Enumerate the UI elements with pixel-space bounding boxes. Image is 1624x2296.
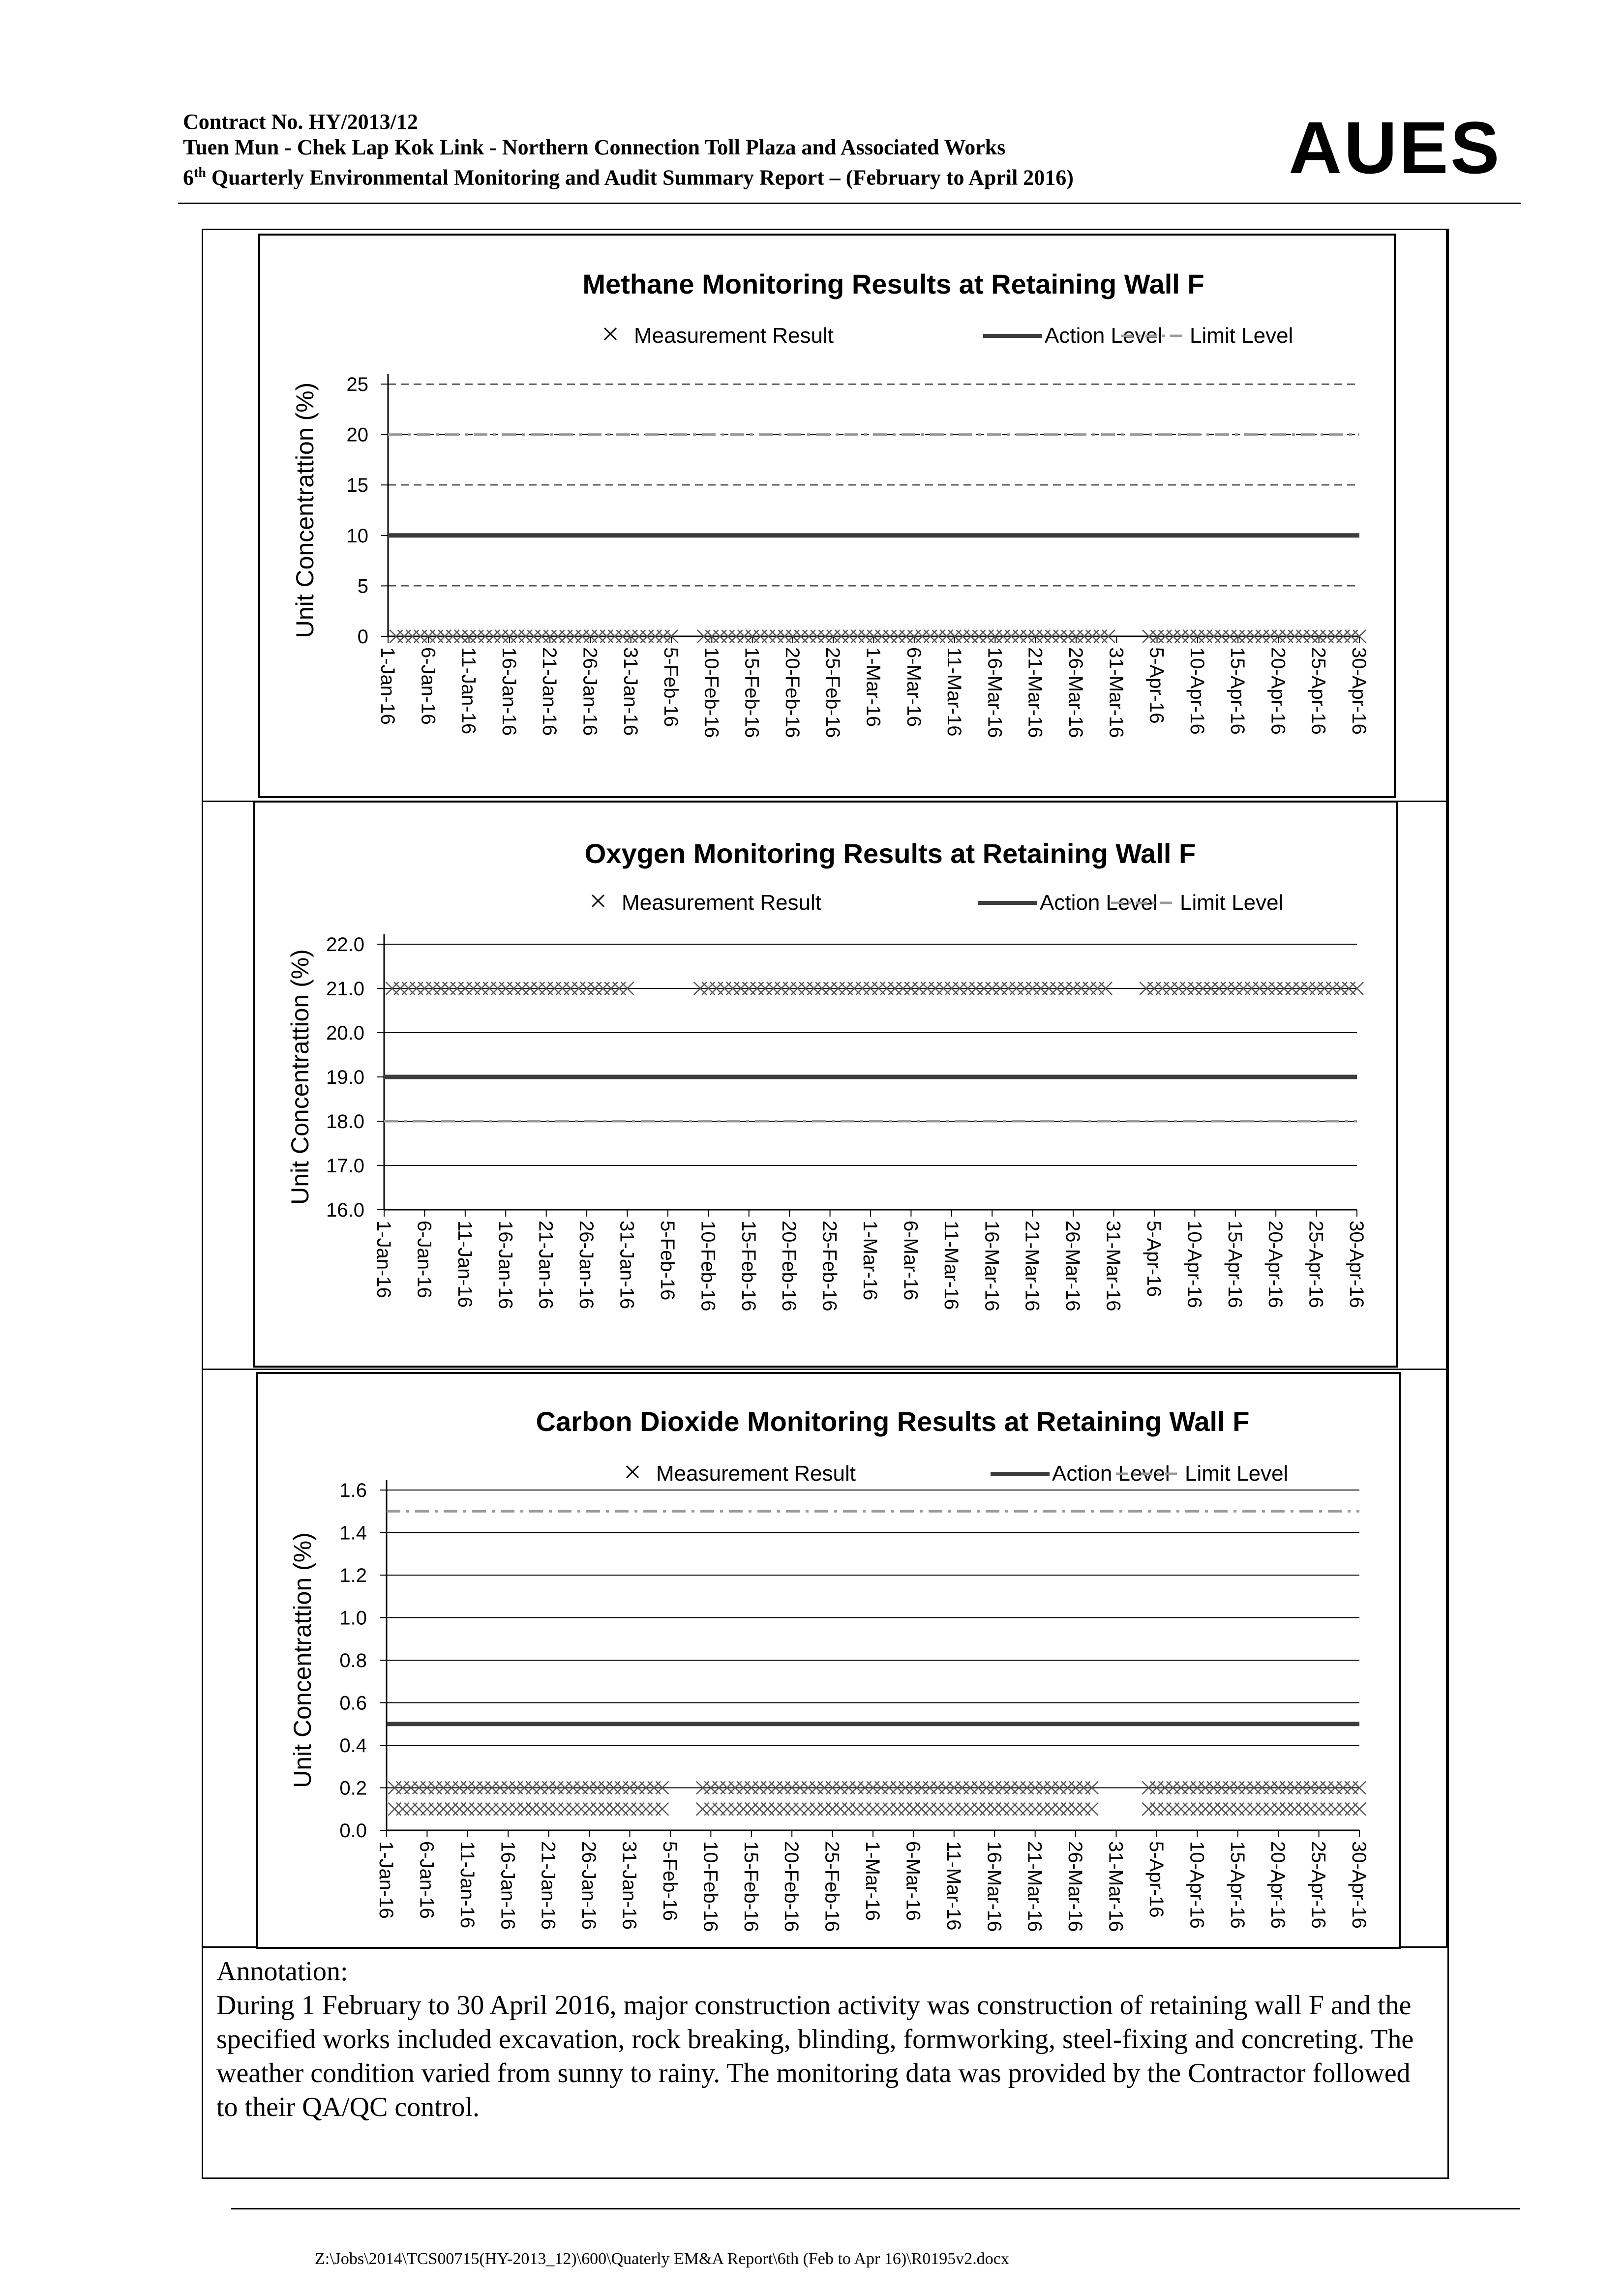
x-tick-label: 10-Feb-16 [700, 647, 722, 738]
x-tick-label: 16-Jan-16 [498, 647, 520, 736]
chart-title: Methane Monitoring Results at Retaining Wall F [582, 268, 1204, 299]
x-tick-label: 26-Mar-16 [1064, 1841, 1086, 1932]
x-tick-label: 1-Jan-16 [375, 1841, 397, 1919]
x-tick-label: 26-Jan-16 [579, 647, 601, 736]
x-tick-label: 20-Feb-16 [778, 1221, 800, 1312]
x-tick-label: 11-Jan-16 [453, 1221, 476, 1308]
x-tick-label: 26-Jan-16 [575, 1221, 598, 1310]
aues-logo: AUES [1289, 106, 1502, 189]
y-tick-label: 16.0 [326, 1199, 364, 1221]
legend-label: Limit Level [1185, 1461, 1289, 1486]
x-tick-label: 31-Mar-16 [1102, 1221, 1124, 1312]
x-tick-label: 25-Feb-16 [818, 1221, 841, 1312]
measurement-point [1085, 1803, 1098, 1816]
y-tick-label: 0.0 [339, 1820, 367, 1842]
x-tick-label: 15-Apr-16 [1227, 647, 1249, 735]
report-header [183, 109, 1074, 191]
x-tick-label: 30-Apr-16 [1348, 1841, 1370, 1929]
x-tick-label: 6-Jan-16 [417, 647, 439, 725]
x-tick-label: 21-Mar-16 [1023, 1841, 1046, 1932]
x-tick-label: 15-Feb-16 [740, 1841, 762, 1932]
frame-col-divider [1446, 229, 1447, 1947]
legend-label: Limit Level [1190, 324, 1293, 348]
report-title [183, 160, 1074, 191]
x-tick-label: 6-Mar-16 [902, 647, 925, 727]
x-tick-label: 1-Mar-16 [862, 1841, 883, 1921]
y-tick-label: 0.2 [339, 1777, 367, 1799]
x-tick-label: 30-Apr-16 [1346, 1221, 1367, 1308]
header-rule [178, 203, 1521, 204]
x-tick-label: 20-Feb-16 [781, 647, 803, 738]
x-tick-label: 10-Apr-16 [1183, 1221, 1205, 1308]
x-tick-label: 11-Jan-16 [457, 647, 480, 735]
legend-label: Action Level [1045, 324, 1163, 348]
x-tick-label: 20-Apr-16 [1264, 1221, 1287, 1308]
chart-svg [258, 1374, 1399, 1947]
oxygen-chart [253, 801, 1398, 1368]
legend-cross-marker [592, 895, 604, 907]
y-tick-label: 0.8 [339, 1650, 367, 1671]
y-tick-label: 0.4 [339, 1735, 367, 1757]
x-tick-label: 11-Mar-16 [943, 647, 965, 737]
y-tick-label: 21.0 [326, 978, 364, 1000]
report-ordinal-suffix: th [194, 165, 206, 180]
x-tick-label: 15-Feb-16 [737, 1221, 759, 1312]
x-tick-label: 6-Mar-16 [900, 1221, 922, 1301]
legend-measurement [627, 1461, 856, 1486]
x-tick-label: 16-Jan-16 [497, 1841, 519, 1930]
x-tick-label: 11-Jan-16 [456, 1841, 478, 1929]
x-tick-label: 30-Apr-16 [1348, 647, 1370, 735]
x-tick-label: 20-Apr-16 [1267, 1841, 1289, 1929]
y-tick-label: 1.0 [339, 1607, 367, 1629]
y-tick-label: 20.0 [326, 1022, 364, 1044]
measurement-point [1353, 1803, 1366, 1816]
x-tick-label: 5-Apr-16 [1143, 1221, 1165, 1297]
x-tick-label: 1-Jan-16 [373, 1221, 394, 1298]
x-tick-label: 6-Mar-16 [902, 1841, 924, 1921]
x-tick-label: 16-Mar-16 [981, 1221, 1003, 1312]
y-axis-label: Unit Concentrattion (%) [286, 949, 314, 1205]
x-tick-label: 15-Feb-16 [741, 647, 763, 738]
x-tick-label: 1-Jan-16 [377, 647, 398, 725]
legend-cross-marker [604, 328, 616, 340]
x-tick-label: 5-Feb-16 [656, 1221, 678, 1301]
footer-rule [231, 2208, 1520, 2209]
x-tick-label: 5-Feb-16 [659, 1841, 681, 1921]
legend-measurement [604, 324, 834, 348]
x-tick-label: 21-Jan-16 [537, 1841, 559, 1930]
y-tick-label: 19.0 [326, 1067, 364, 1088]
x-tick-label: 25-Apr-16 [1307, 647, 1329, 735]
y-tick-label: 5 [357, 575, 368, 597]
x-tick-label: 25-Feb-16 [822, 647, 844, 738]
x-tick-label: 16-Mar-16 [983, 1841, 1005, 1932]
x-tick-label: 5-Apr-16 [1145, 1841, 1167, 1918]
legend-cross-marker [627, 1466, 638, 1478]
x-tick-label: 10-Feb-16 [699, 1841, 722, 1932]
legend-action [983, 324, 1163, 348]
contract-number: Contract No. HY/2013/12 [183, 110, 418, 134]
chart-title: Carbon Dioxide Monitoring Results at Retaining Wall F [536, 1406, 1250, 1437]
y-tick-label: 18.0 [326, 1111, 364, 1133]
x-tick-label: 31-Jan-16 [616, 1221, 638, 1310]
x-tick-label: 26-Mar-16 [1064, 647, 1086, 738]
x-tick-label: 31-Mar-16 [1105, 1841, 1127, 1932]
carbon-dioxide-chart [256, 1372, 1401, 1949]
y-axis-label: Unit Concentrattion (%) [289, 1532, 316, 1788]
x-tick-label: 31-Mar-16 [1105, 647, 1127, 738]
legend-label: Measurement Result [622, 891, 821, 915]
project-title: Tuen Mun - Chek Lap Kok Link - Northern Connection Toll Plaza and Associated Works [183, 135, 1006, 159]
y-tick-label: 1.2 [339, 1565, 367, 1586]
chart-svg [260, 236, 1394, 796]
x-tick-label: 21-Jan-16 [535, 1221, 557, 1310]
annotation [216, 1955, 1431, 2124]
legend-label: Measurement Result [634, 324, 834, 348]
legend-label: Limit Level [1180, 891, 1284, 915]
chart-title: Oxygen Monitoring Results at Retaining Wall F [584, 838, 1196, 869]
y-tick-label: 10 [346, 525, 368, 547]
legend-label: Action Level [1040, 891, 1158, 915]
x-tick-label: 16-Mar-16 [984, 647, 1006, 738]
chart-svg [255, 803, 1396, 1366]
file-path: Z:\Jobs\2014\TCS00715(HY-2013_12)\600\Quaterly EM&A Report\6th (Feb to Apr 16)\R0195v2.docx [315, 2250, 1009, 2268]
x-tick-label: 6-Jan-16 [413, 1221, 435, 1298]
x-tick-label: 6-Jan-16 [416, 1841, 438, 1919]
y-tick-label: 17.0 [326, 1155, 364, 1177]
x-tick-label: 10-Apr-16 [1186, 1841, 1208, 1929]
x-tick-label: 5-Apr-16 [1145, 647, 1168, 724]
x-tick-label: 25-Apr-16 [1305, 1221, 1327, 1308]
y-tick-label: 25 [346, 374, 368, 395]
y-tick-label: 1.6 [339, 1480, 367, 1501]
y-tick-label: 22.0 [326, 934, 364, 955]
report-ordinal: 6 [183, 165, 194, 190]
x-tick-label: 21-Mar-16 [1024, 647, 1046, 738]
report-title-rest: Quarterly Environmental Monitoring and Audit Summary Report – (February to April 2016) [206, 165, 1074, 190]
x-tick-label: 31-Jan-16 [619, 647, 641, 736]
legend-label: Action Level [1052, 1461, 1170, 1486]
x-tick-label: 1-Mar-16 [859, 1221, 881, 1301]
x-tick-label: 10-Apr-16 [1186, 647, 1208, 735]
frame-row-divider [202, 1369, 1449, 1370]
legend-measurement [592, 891, 821, 915]
x-tick-label: 20-Apr-16 [1267, 647, 1289, 735]
x-tick-label: 26-Jan-16 [578, 1841, 600, 1930]
x-tick-label: 25-Feb-16 [821, 1841, 843, 1932]
methane-chart [258, 234, 1396, 798]
y-tick-label: 15 [346, 475, 368, 497]
x-tick-label: 21-Jan-16 [539, 647, 561, 736]
x-tick-label: 10-Feb-16 [697, 1221, 719, 1312]
x-tick-label: 11-Mar-16 [942, 1841, 964, 1931]
x-tick-label: 15-Apr-16 [1224, 1221, 1246, 1308]
x-tick-label: 16-Jan-16 [494, 1221, 516, 1310]
annotation-heading: Annotation: [216, 1956, 348, 1987]
measurement-series [388, 1782, 1366, 1816]
x-tick-label: 31-Jan-16 [618, 1841, 640, 1930]
x-tick-label: 20-Feb-16 [781, 1841, 803, 1932]
y-tick-label: 20 [346, 424, 368, 446]
x-tick-label: 15-Apr-16 [1226, 1841, 1248, 1929]
x-tick-label: 5-Feb-16 [660, 647, 682, 727]
x-tick-label: 1-Mar-16 [862, 647, 884, 727]
x-tick-label: 26-Mar-16 [1062, 1221, 1084, 1312]
y-axis-label: Unit Concentrattion (%) [291, 382, 319, 638]
x-tick-label: 21-Mar-16 [1021, 1221, 1043, 1312]
y-tick-label: 0.6 [339, 1692, 367, 1714]
measurement-point [656, 1803, 668, 1816]
annotation-body: During 1 February to 30 April 2016, major construction activity was construction of retaining wall F and the specified works included excavation, rock breaking, blinding, formworking, steel-fixing and concreting. The weather condition varied from sunny to rainy. The monitoring data was provided by the Contractor followed to their QA/QC control. [216, 1990, 1414, 2122]
y-tick-label: 1.4 [339, 1522, 367, 1544]
y-tick-label: 0 [357, 626, 368, 648]
x-tick-label: 11-Mar-16 [940, 1221, 962, 1310]
legend-label: Measurement Result [656, 1461, 856, 1486]
x-tick-label: 25-Apr-16 [1307, 1841, 1329, 1929]
